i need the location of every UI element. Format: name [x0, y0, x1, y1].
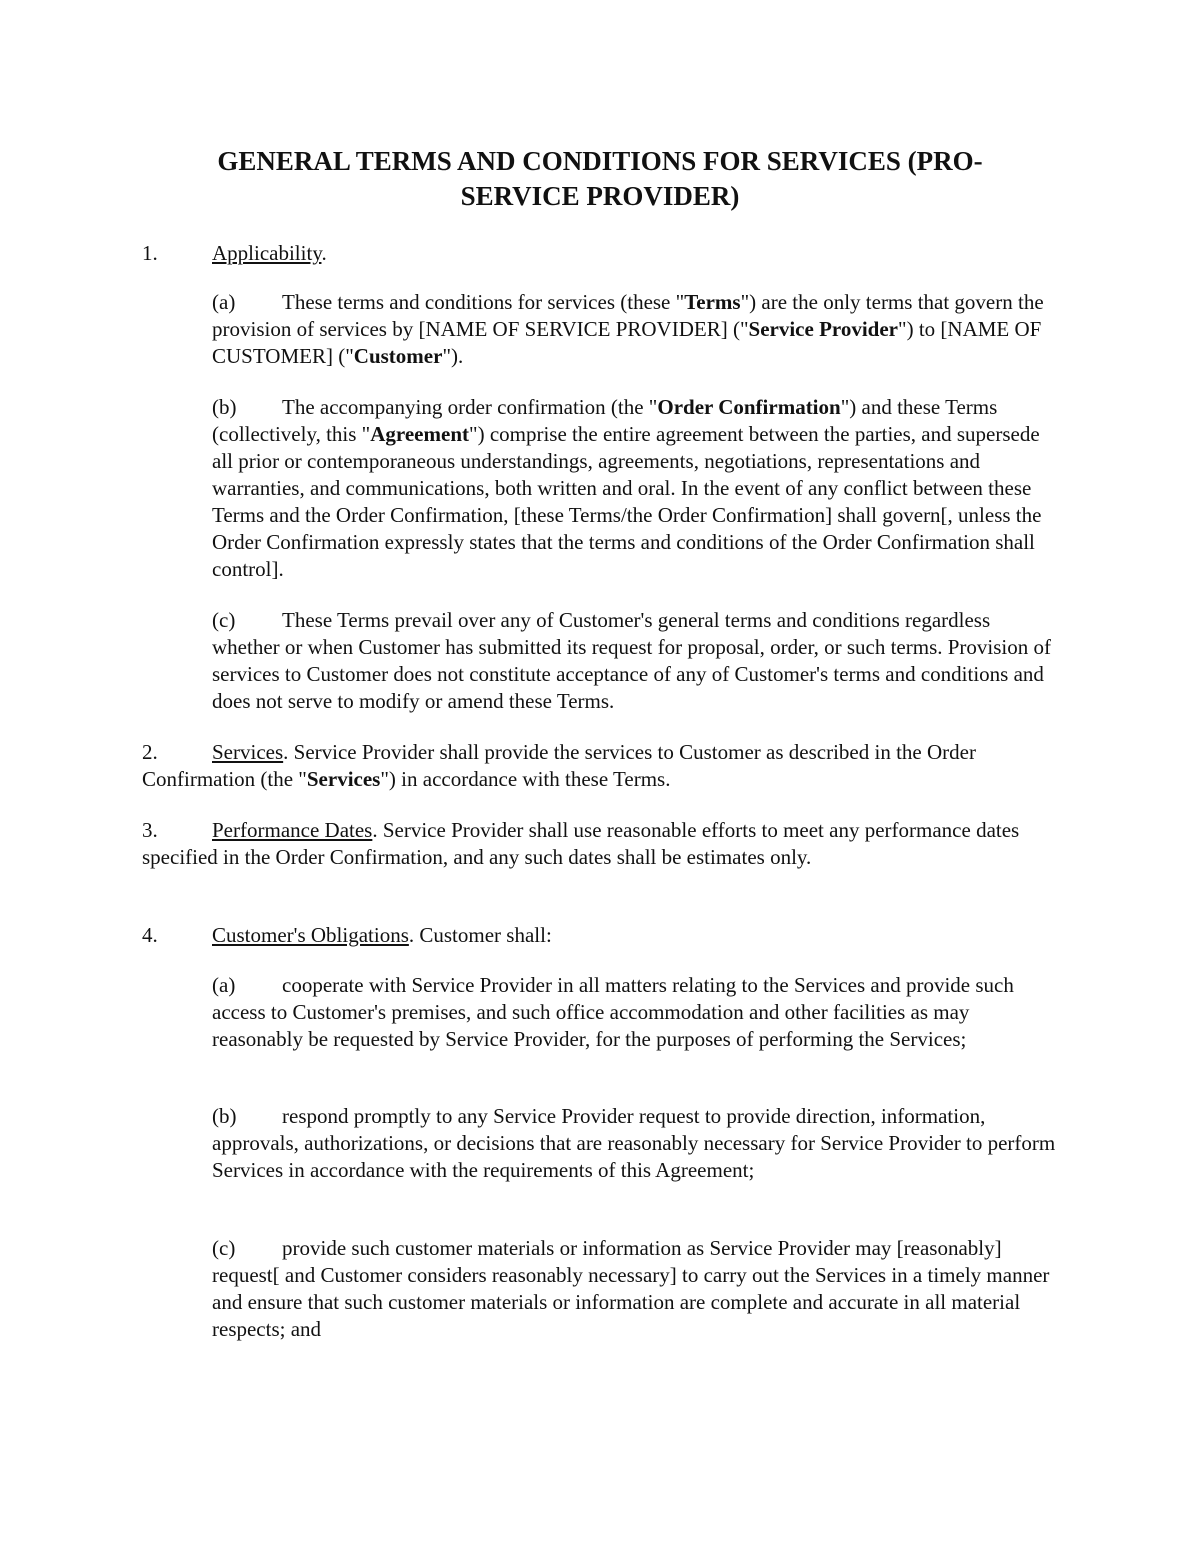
section-1-heading [142, 240, 1062, 267]
section-2 [142, 739, 1062, 793]
clause-text: ") and these Terms (collectively, this " [212, 395, 998, 446]
clause-text: These terms and conditions for services (these " [282, 290, 685, 314]
clause-text: cooperate with Service Provider in all matters relating to the Services and provide such access to Customer's premises, and such office accommodation and other facilities as may reasonably be requested by Service Provider, for the purposes of performing the Services; [212, 973, 1014, 1051]
heading-punctuation: . [321, 241, 327, 265]
section-number: 3. [142, 818, 158, 842]
section-heading: Customer's Obligations [212, 923, 409, 947]
section-heading: Services [212, 740, 284, 764]
section-4-c [212, 1235, 1062, 1343]
clause-text: ") are the only terms that govern the provision of services by [NAME OF SERVICE PROVIDER] (" [212, 290, 1044, 341]
clause-text: provide such customer materials or information as Service Provider may [reasonably] request[ and Customer considers reasonably necessary] to carry out the Services in a timely manner and ensure that such customer materials or information are complete and accurate in all material respects; and [212, 1236, 1050, 1341]
title-line-1: GENERAL TERMS AND CONDITIONS FOR SERVICES (PRO- [217, 146, 983, 176]
clause-label: (b) [212, 1104, 237, 1128]
clause-label: (a) [212, 290, 236, 314]
section-1-a [212, 289, 1062, 370]
clause-text: The accompanying order confirmation (the " [282, 395, 658, 419]
clause-text: "). [442, 344, 464, 368]
clause-label: (a) [212, 973, 236, 997]
clause-text: ") to [NAME OF CUSTOMER] (" [212, 317, 1042, 368]
section-4-a [212, 972, 1062, 1053]
section-4-heading [142, 922, 1062, 949]
defined-term: Terms [684, 290, 741, 314]
section-heading: Applicability [212, 241, 322, 265]
section-text: . Service Provider shall provide the services to Customer as described in the Order Confirmation (the " [142, 740, 976, 791]
clause-text: ") comprise the entire agreement between the parties, and supersede all prior or contemporaneous understandings, agreements, negotiations, representations and warranties, and communications, both written and oral. In the event of any conflict between these Terms and the Order Confirmation, [these Terms/the Order Confirmation] shall govern[, unless the Order Confirmation expressly states that the terms and conditions of the Order Confirmation shall control]. [212, 422, 1042, 581]
section-text: . Customer shall: [408, 923, 552, 947]
clause-label: (c) [212, 608, 236, 632]
clause-text: These Terms prevail over any of Customer's general terms and conditions regardless whether or when Customer has submitted its request for proposal, order, or such terms. Provision of services to Customer does not constitute acceptance of any of Customer's terms and conditions and does not serve to modify or amend these Terms. [212, 608, 1052, 713]
section-number: 1. [142, 241, 158, 265]
section-text: ") in accordance with these Terms. [380, 767, 671, 791]
defined-term: Customer [353, 344, 443, 368]
defined-term: Order Confirmation [657, 395, 841, 419]
title-line-2: SERVICE PROVIDER) [460, 181, 740, 211]
section-1-c [212, 607, 1062, 715]
clause-label: (b) [212, 395, 237, 419]
document-title [130, 144, 1070, 214]
section-3 [142, 817, 1062, 871]
defined-term: Services [306, 767, 381, 791]
clause-label: (c) [212, 1236, 236, 1260]
section-number: 2. [142, 740, 158, 764]
section-number: 4. [142, 923, 158, 947]
section-heading: Performance Dates [212, 818, 373, 842]
section-4-b [212, 1103, 1062, 1184]
defined-term: Agreement [370, 422, 469, 446]
defined-term: Service Provider [748, 317, 899, 341]
clause-text: respond promptly to any Service Provider request to provide direction, information, approvals, authorizations, or decisions that are reasonably necessary for Service Provider to perform Services in accordance with the requirements of this Agreement; [212, 1104, 1056, 1182]
section-text: . Service Provider shall use reasonable efforts to meet any performance dates specified in the Order Confirmation, and any such dates shall be estimates only. [142, 818, 1020, 869]
section-1-b [212, 394, 1062, 583]
